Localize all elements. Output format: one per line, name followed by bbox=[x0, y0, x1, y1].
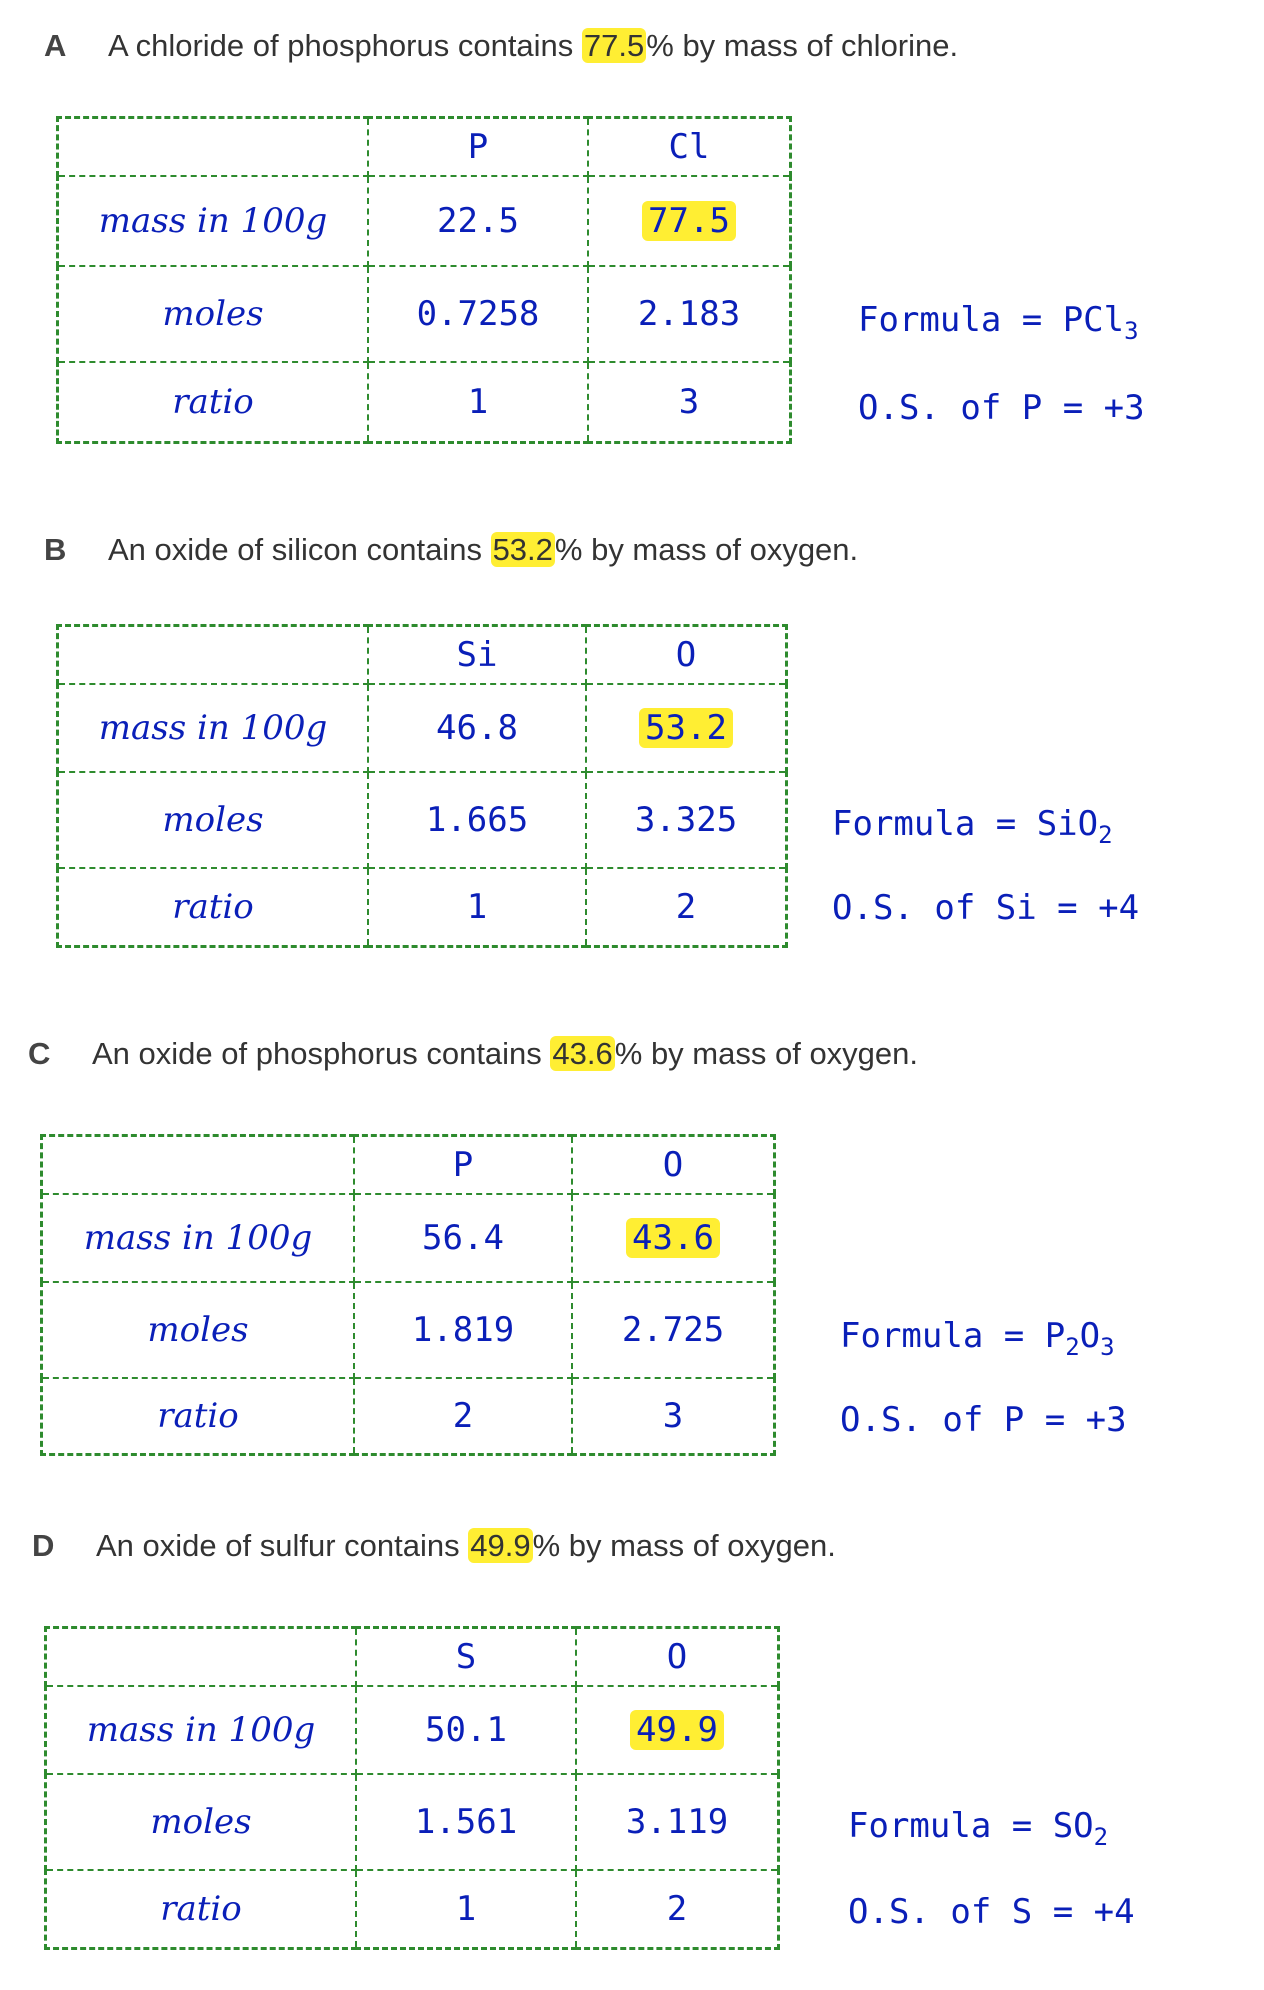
header-cell-element-1: Si bbox=[368, 626, 586, 684]
moles-element-2: 2.183 bbox=[588, 266, 791, 362]
header-cell-element-2: O bbox=[576, 1628, 779, 1686]
question-text-end: % by mass of oxygen. bbox=[554, 532, 859, 567]
oxidation-state-answer: O.S. of Si = +4 bbox=[832, 888, 1140, 928]
formula-answer bbox=[832, 804, 1113, 849]
row-label-mass: mass in 100g bbox=[42, 1194, 355, 1282]
question-line bbox=[32, 1528, 836, 1564]
row-label-moles: moles bbox=[42, 1282, 355, 1378]
mass-element-1: 56.4 bbox=[354, 1194, 572, 1282]
ratio-element-1: 1 bbox=[368, 362, 588, 443]
row-label-mass: mass in 100g bbox=[58, 176, 369, 266]
formula-subscript: 2 bbox=[1098, 820, 1113, 849]
moles-element-2: 3.119 bbox=[576, 1774, 779, 1870]
moles-element-1: 1.819 bbox=[354, 1282, 572, 1378]
mass-element-2 bbox=[572, 1194, 775, 1282]
mass-element-1: 46.8 bbox=[368, 684, 586, 772]
question-line bbox=[28, 1036, 918, 1072]
ratio-element-2: 3 bbox=[572, 1378, 775, 1455]
mass-element-1: 50.1 bbox=[356, 1686, 576, 1774]
mass-element-1: 22.5 bbox=[368, 176, 588, 266]
header-cell-element-1: S bbox=[356, 1628, 576, 1686]
formula-answer bbox=[848, 1806, 1108, 1851]
oxidation-state-answer: O.S. of P = +3 bbox=[858, 388, 1145, 428]
question-letter: D bbox=[32, 1528, 55, 1563]
moles-element-1: 1.561 bbox=[356, 1774, 576, 1870]
question-line bbox=[44, 532, 858, 568]
highlighted-mass: 49.9 bbox=[630, 1710, 724, 1750]
moles-element-1: 0.7258 bbox=[368, 266, 588, 362]
question-letter: C bbox=[28, 1036, 51, 1071]
row-label-ratio: ratio bbox=[58, 362, 369, 443]
mass-element-2 bbox=[588, 176, 791, 266]
header-cell-element-1: P bbox=[354, 1136, 572, 1194]
ratio-element-2: 3 bbox=[588, 362, 791, 443]
question-text-start: An oxide of phosphorus contains bbox=[92, 1036, 551, 1071]
mass-element-2 bbox=[576, 1686, 779, 1774]
formula-label: Formula = bbox=[832, 804, 1037, 844]
ratio-element-2: 2 bbox=[576, 1870, 779, 1949]
working-table bbox=[40, 1134, 776, 1456]
highlighted-percent: 77.5 bbox=[583, 28, 645, 63]
formula-main: SiO bbox=[1036, 804, 1099, 844]
highlighted-mass: 53.2 bbox=[639, 708, 733, 748]
row-label-moles: moles bbox=[46, 1774, 357, 1870]
formula-subscript-2: 3 bbox=[1100, 1332, 1115, 1361]
question-text-start: An oxide of sulfur contains bbox=[96, 1528, 469, 1563]
question-letter: A bbox=[44, 28, 67, 63]
row-label-mass: mass in 100g bbox=[46, 1686, 357, 1774]
formula-tail: O bbox=[1079, 1316, 1101, 1356]
working-table bbox=[56, 624, 788, 948]
header-cell-element-1: P bbox=[368, 118, 588, 176]
header-cell-element-2: Cl bbox=[588, 118, 791, 176]
formula-label: Formula = bbox=[858, 300, 1063, 340]
row-label-moles: moles bbox=[58, 266, 369, 362]
oxidation-state-answer: O.S. of S = +4 bbox=[848, 1892, 1135, 1932]
header-cell-element-2: O bbox=[586, 626, 787, 684]
row-label-ratio: ratio bbox=[42, 1378, 355, 1455]
formula-main: P bbox=[1044, 1316, 1066, 1356]
formula-main: SO bbox=[1052, 1806, 1094, 1846]
header-cell-empty bbox=[58, 118, 369, 176]
question-text-end: % by mass of oxygen. bbox=[532, 1528, 836, 1563]
question-text-start: A chloride of phosphorus contains bbox=[108, 28, 582, 63]
question-letter: B bbox=[44, 532, 67, 567]
question-text-start: An oxide of silicon contains bbox=[108, 532, 491, 567]
moles-element-1: 1.665 bbox=[368, 772, 586, 868]
formula-subscript: 2 bbox=[1093, 1822, 1109, 1851]
header-cell-empty bbox=[58, 626, 369, 684]
question-line bbox=[44, 28, 958, 64]
question-text-end: % by mass of chlorine. bbox=[646, 28, 959, 63]
formula-answer bbox=[858, 300, 1139, 345]
ratio-element-2: 2 bbox=[586, 868, 787, 947]
formula-answer bbox=[840, 1316, 1115, 1361]
question-text-end: % by mass of oxygen. bbox=[614, 1036, 919, 1071]
row-label-moles: moles bbox=[58, 772, 369, 868]
highlighted-percent: 53.2 bbox=[492, 532, 553, 567]
formula-subscript: 3 bbox=[1124, 316, 1139, 345]
oxidation-state-answer: O.S. of P = +3 bbox=[840, 1400, 1127, 1440]
highlighted-percent: 43.6 bbox=[552, 1036, 613, 1071]
working-table bbox=[44, 1626, 780, 1950]
highlighted-mass: 77.5 bbox=[642, 201, 736, 241]
formula-main: PCl bbox=[1062, 300, 1125, 340]
header-cell-element-2: O bbox=[572, 1136, 775, 1194]
highlighted-percent: 49.9 bbox=[470, 1528, 531, 1563]
moles-element-2: 3.325 bbox=[586, 772, 787, 868]
row-label-mass: mass in 100g bbox=[58, 684, 369, 772]
ratio-element-1: 1 bbox=[368, 868, 586, 947]
highlighted-mass: 43.6 bbox=[626, 1218, 720, 1258]
row-label-ratio: ratio bbox=[46, 1870, 357, 1949]
moles-element-2: 2.725 bbox=[572, 1282, 775, 1378]
row-label-ratio: ratio bbox=[58, 868, 369, 947]
formula-subscript: 2 bbox=[1065, 1332, 1080, 1361]
formula-label: Formula = bbox=[848, 1806, 1053, 1846]
ratio-element-1: 2 bbox=[354, 1378, 572, 1455]
header-cell-empty bbox=[46, 1628, 357, 1686]
header-cell-empty bbox=[42, 1136, 355, 1194]
ratio-element-1: 1 bbox=[356, 1870, 576, 1949]
working-table bbox=[56, 116, 792, 444]
mass-element-2 bbox=[586, 684, 787, 772]
formula-label: Formula = bbox=[840, 1316, 1045, 1356]
